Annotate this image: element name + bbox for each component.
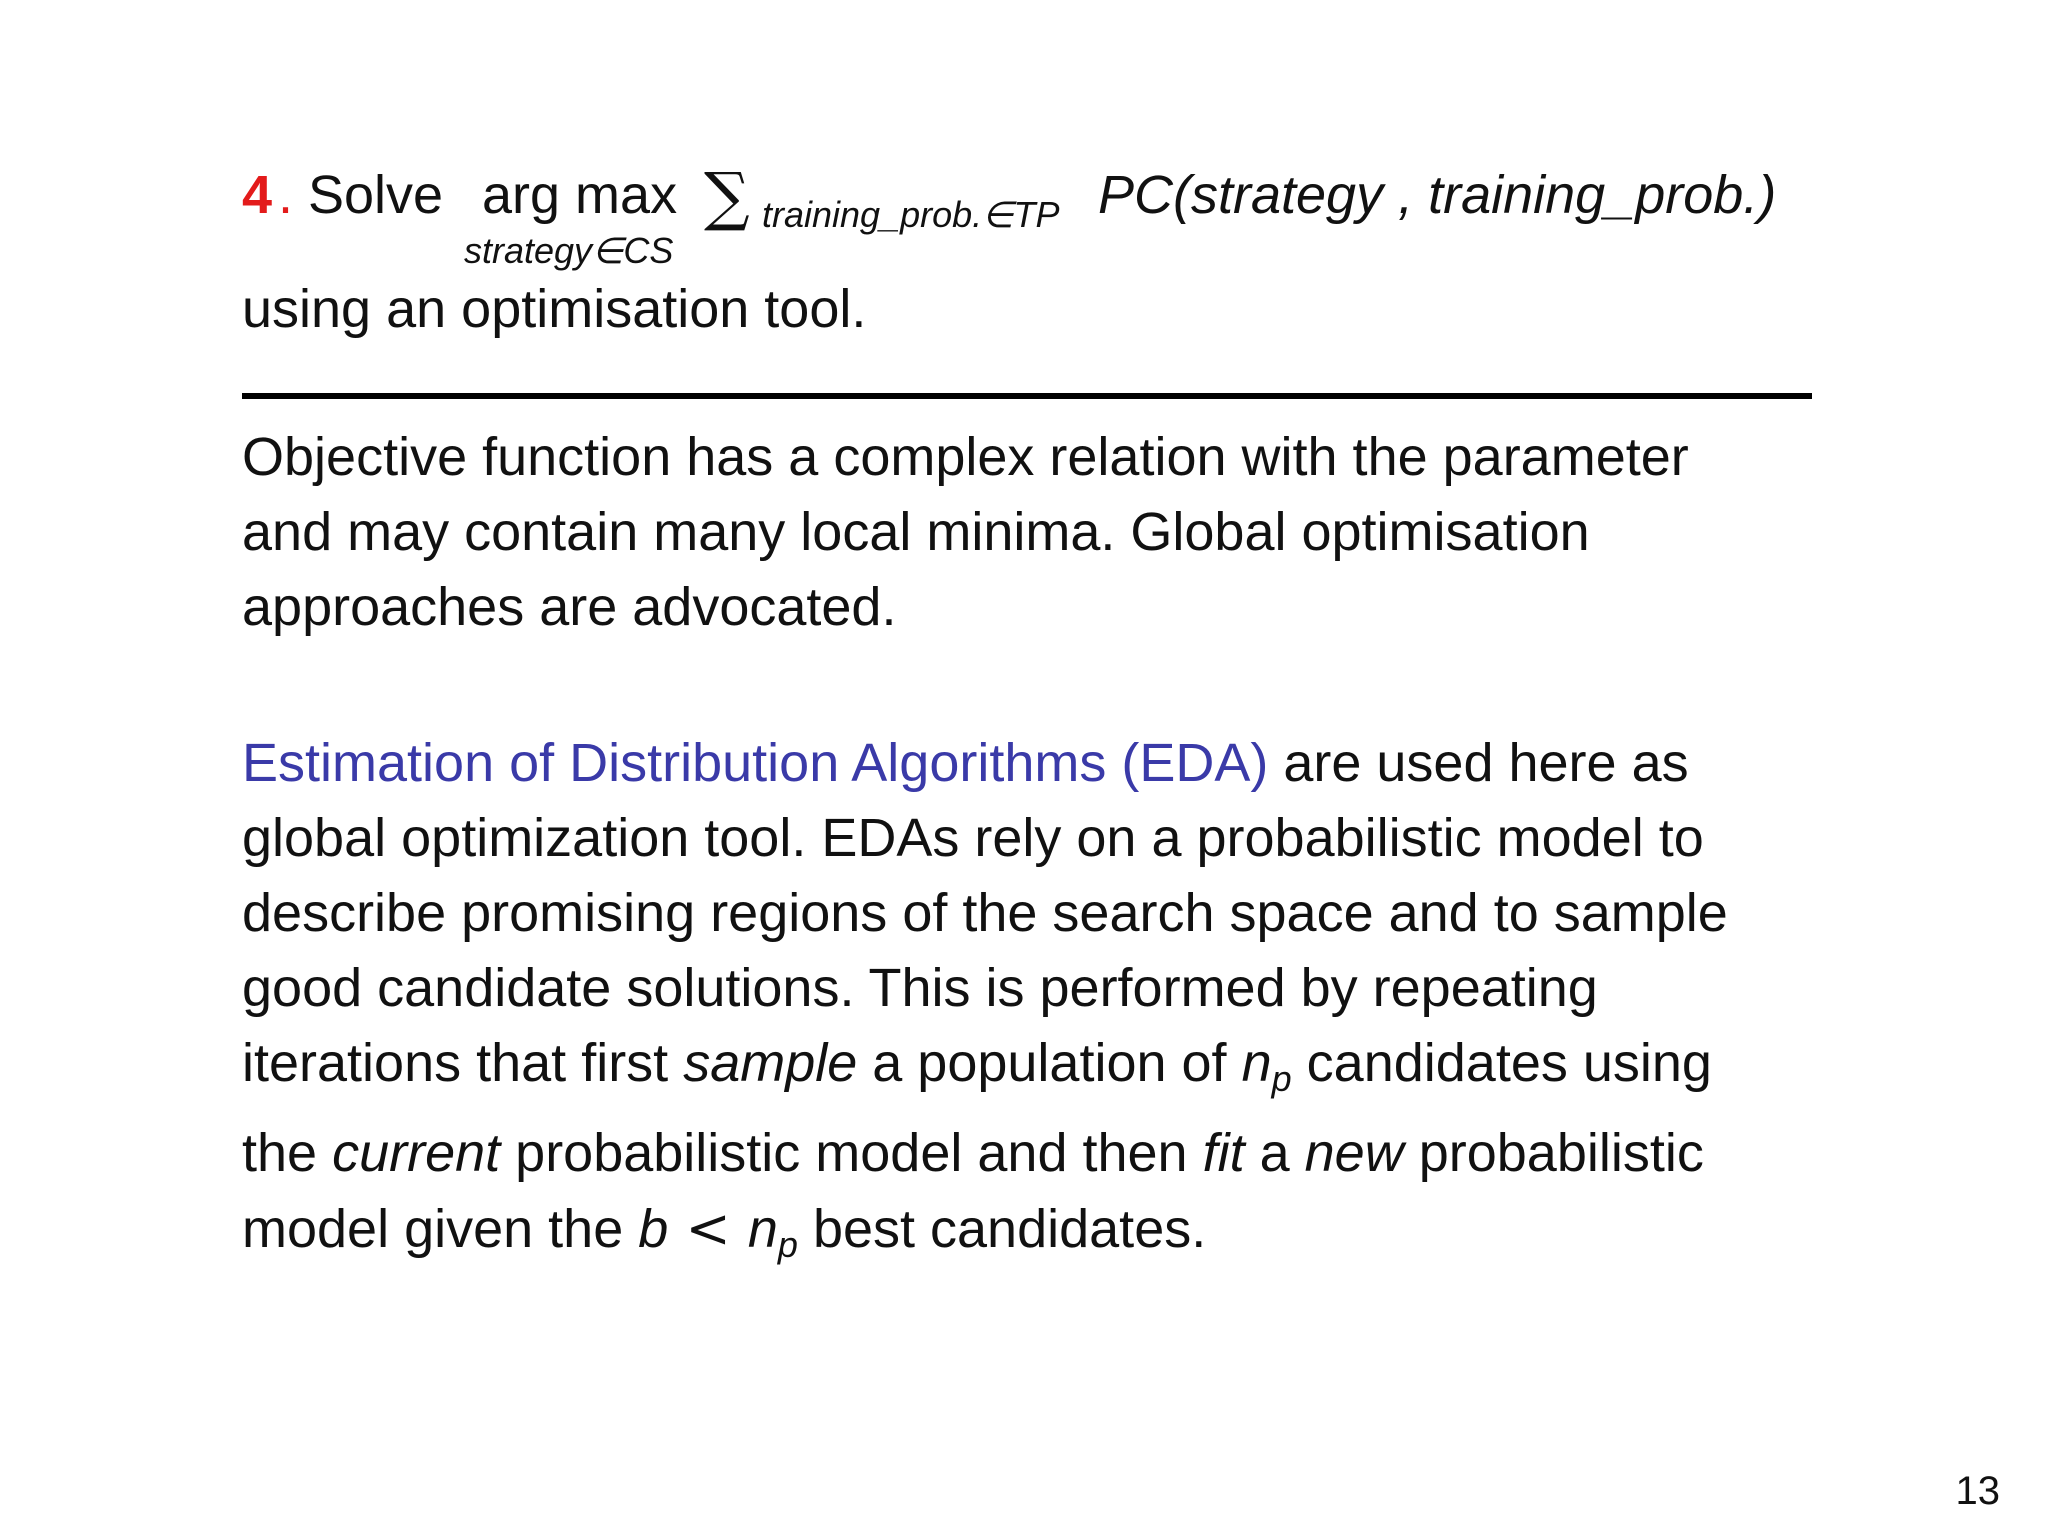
- step-number-dot: .: [278, 165, 294, 225]
- emphasis-fit: fit: [1202, 1123, 1245, 1183]
- text-run: probabilistic: [1403, 1123, 1704, 1183]
- text-run: a population of: [857, 1033, 1242, 1093]
- emphasis-sample: sample: [683, 1033, 858, 1093]
- paragraph-line: describe promising regions of the search space and to sample: [242, 883, 1728, 943]
- step-number: 4: [242, 165, 273, 225]
- emphasis-new: new: [1304, 1123, 1404, 1183]
- text-run: iterations that first: [242, 1033, 684, 1093]
- text-run: a: [1244, 1123, 1305, 1183]
- step-verb: Solve: [308, 165, 444, 225]
- paragraph-line: [242, 726, 1862, 801]
- text-run: the: [242, 1123, 333, 1183]
- text-run: best candidates.: [797, 1199, 1207, 1259]
- paragraph-line: [242, 1026, 1862, 1116]
- divider-rule: [242, 393, 1812, 399]
- math-subscript-p: p: [777, 1224, 798, 1265]
- argmax-operator: arg max: [482, 165, 678, 225]
- step-continuation: using an optimisation tool.: [242, 279, 867, 339]
- eda-highlight: Estimation of Distribution Algorithms (EDA): [242, 733, 1269, 793]
- paragraph-line: [242, 1116, 1862, 1191]
- math-n: n: [747, 1199, 778, 1259]
- math-less-than: <: [668, 1197, 748, 1260]
- page-number: 13: [1955, 1469, 2000, 1513]
- paragraph-eda: [242, 726, 1862, 1282]
- text-run: candidates using: [1291, 1033, 1712, 1093]
- math-n: n: [1241, 1033, 1272, 1093]
- paragraph-line: global optimization tool. EDAs rely on a probabilistic model to: [242, 808, 1704, 868]
- text-run: probabilistic model and then: [500, 1123, 1203, 1183]
- math-subscript-p: p: [1271, 1058, 1292, 1099]
- emphasis-current: current: [332, 1123, 501, 1183]
- paragraph-line: good candidate solutions. This is performed by repeating: [242, 958, 1598, 1018]
- sum-symbol: ∑: [704, 160, 750, 234]
- text-run: model given the: [242, 1199, 639, 1259]
- sum-subscript: training_prob.∈TP: [762, 194, 1060, 235]
- paragraph-line: [242, 1191, 1862, 1282]
- argmax-subscript: strategy∈CS: [464, 230, 674, 271]
- paragraph-line: and may contain many local minima. Global optimisation: [242, 502, 1590, 562]
- step-equation: [242, 160, 1902, 271]
- paragraph-line: Objective function has a complex relation with the parameter: [242, 427, 1689, 487]
- text-run: are used here as: [1268, 733, 1689, 793]
- paragraph-line: approaches are advocated.: [242, 577, 897, 637]
- paragraph-objective: [242, 420, 1862, 645]
- math-b: b: [638, 1199, 669, 1259]
- objective-function: PC(strategy , training_prob.): [1098, 165, 1777, 225]
